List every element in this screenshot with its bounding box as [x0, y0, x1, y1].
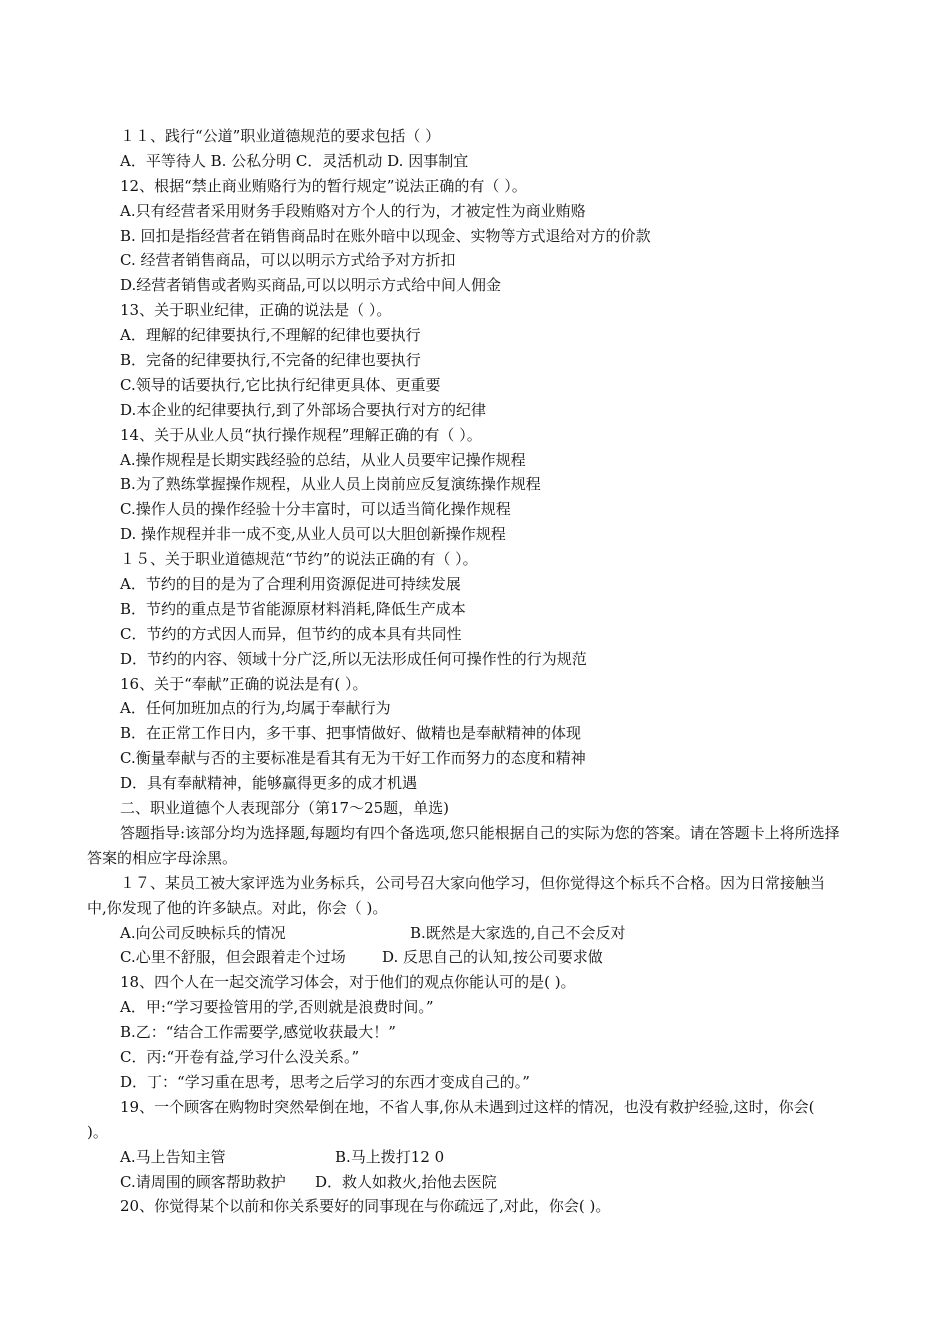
question-20: 20、你觉得某个以前和你关系要好的同事现在与你疏远了,对此，你会( )。 [120, 1197, 611, 1216]
question-13: 13、关于职业纪律，正确的说法是（ ）。 [120, 301, 392, 320]
document-body [87, 124, 840, 1219]
q15-option-c: C．节约的方式因人而异，但节约的成本具有共同性 [120, 624, 462, 643]
q17-option-d: D. 反思自己的认知,按公司要求做 [382, 948, 603, 967]
section-heading: 二、职业道德个人表现部分（第17～25题，单选) [120, 799, 450, 818]
q19-options-row-2 [120, 1170, 840, 1195]
question-17: １７、某员工被大家评选为业务标兵，公司号召大家向他学习，但你觉得这个标兵不合格。因为日常接触当中,你发现了他的许多缺点。对此，你会（ )。 [87, 873, 826, 917]
q19-options-row-1 [120, 1145, 840, 1170]
question-12: 12、根据“禁止商业贿赂行为的暂行规定”说法正确的有（ ）。 [120, 176, 527, 195]
q16-option-d: D．具有奉献精神，能够赢得更多的成才机遇 [120, 774, 418, 793]
q18-option-a: A．甲:“学习要捡管用的学,否则就是浪费时间。” [120, 998, 434, 1017]
q12-option-b: B. 回扣是指经营者在销售商品时在账外暗中以现金、实物等方式退给对方的价款 [120, 226, 651, 245]
q12-option-d: D.经营者销售或者购买商品,可以以明示方式给中间人佣金 [120, 276, 502, 295]
q13-option-d: D.本企业的纪律要执行,到了外部场合要执行对方的纪律 [120, 400, 487, 419]
q13-option-c: C.领导的话要执行,它比执行纪律更具体、更重要 [120, 375, 441, 394]
q18-option-b: B.乙：“结合工作需要学,感觉收获最大！” [120, 1023, 396, 1042]
q17-options-row-2 [120, 945, 840, 970]
q16-option-b: B．在正常工作日内，多干事、把事情做好、做精也是奉献精神的体现 [120, 724, 582, 743]
q16-option-c: C.衡量奉献与否的主要标准是看其有无为干好工作而努力的态度和精神 [120, 749, 586, 768]
q15-option-b: B．节约的重点是节省能源原材料消耗,降低生产成本 [120, 599, 466, 618]
q11-options: A．平等待人 B. 公私分明 C．灵活机动 D. 因事制宜 [120, 151, 469, 170]
q19-option-d: D．救人如救火,抬他去医院 [315, 1172, 497, 1191]
q15-option-a: A．节约的目的是为了合理利用资源促进可持续发展 [120, 575, 461, 594]
q14-option-c: C.操作人员的操作经验十分丰富时，可以适当简化操作规程 [120, 500, 511, 519]
q14-option-b: B.为了熟练掌握操作规程，从业人员上岗前应反复演练操作规程 [120, 475, 541, 494]
question-16: 16、关于“奉献”正确的说法是有( ）。 [120, 674, 368, 693]
q14-option-a: A.操作规程是长期实践经验的总结，从业人员要牢记操作规程 [120, 450, 526, 469]
q17-options-row-1 [120, 921, 840, 946]
q17-option-c: C.心里不舒服，但会跟着走个过场 [120, 948, 346, 967]
question-18: 18、四个人在一起交流学习体会，对于他们的观点你能认可的是( )。 [120, 973, 576, 992]
q16-option-a: A．任何加班加点的行为,均属于奉献行为 [120, 699, 391, 718]
q13-option-b: B．完备的纪律要执行,不完备的纪律也要执行 [120, 351, 421, 370]
question-15: １５、关于职业道德规范“节约”的说法正确的有（ ）。 [120, 550, 478, 569]
question-14: 14、关于从业人员“执行操作规程”理解正确的有（ ）。 [120, 425, 482, 444]
q19-option-a: A.马上告知主管 [120, 1147, 226, 1166]
question-19: 19、一个顾客在购物时突然晕倒在地，不省人事,你从未遇到过这样的情况，也没有救护经验,这时，你会( )。 [87, 1097, 815, 1141]
q12-option-a: A.只有经营者采用财务手段贿赂对方个人的行为，才被定性为商业贿赂 [120, 201, 586, 220]
q17-option-a: A.向公司反映标兵的情况 [120, 923, 286, 942]
question-11: １１、践行“公道”职业道德规范的要求包括（ ） [120, 127, 441, 145]
answer-guide: 答题指导:该部分均为选择题,每题均有四个备选项,您只能根据自己的实际为您的答案。请在答题卡上将所选择答案的相应字母涂黑。 [87, 823, 840, 867]
q18-option-d: D．丁：“学习重在思考，思考之后学习的东西才变成自己的。” [120, 1072, 530, 1091]
q19-option-b: B.马上拨打12 0 [335, 1147, 445, 1166]
q14-option-d: D. 操作规程并非一成不变,从业人员可以大胆创新操作规程 [120, 525, 506, 544]
q19-option-c: C.请周围的顾客帮助救护 [120, 1172, 286, 1191]
q17-option-b: B.既然是大家选的,自己不会反对 [410, 923, 626, 942]
q13-option-a: A．理解的纪律要执行,不理解的纪律也要执行 [120, 326, 421, 345]
q15-option-d: D．节约的内容、领域十分广泛,所以无法形成任何可操作性的行为规范 [120, 649, 587, 668]
q12-option-c: C. 经营者销售商品，可以以明示方式给予对方折扣 [120, 251, 456, 270]
q18-option-c: C．丙:“开卷有益,学习什么没关系。” [120, 1048, 360, 1067]
